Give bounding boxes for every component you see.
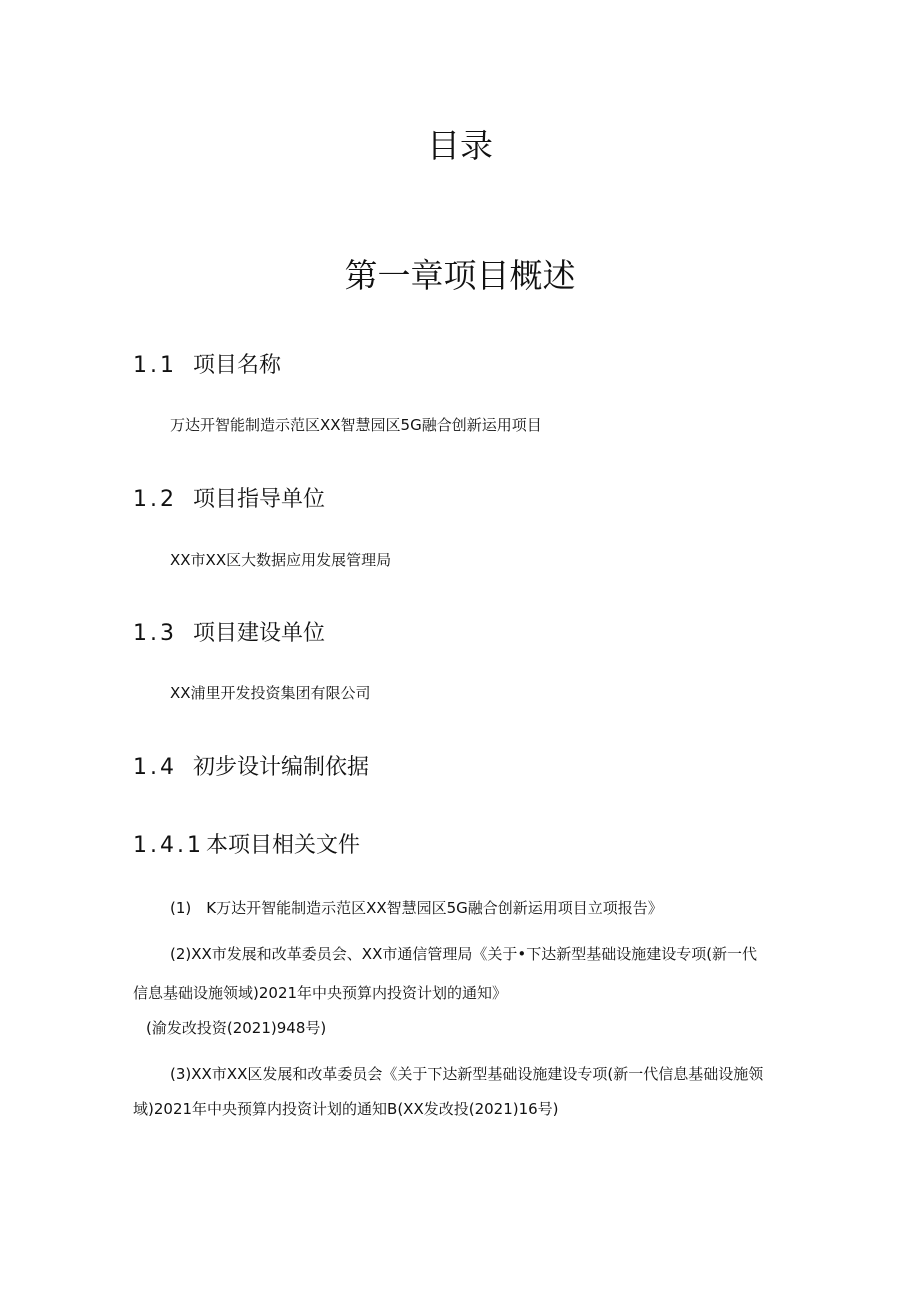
section-number: 1.1 — [133, 353, 177, 378]
reference-item-3-line-2: 域)2021年中央预算内投资计划的通知B(XX发改投(2021)16号) — [133, 1100, 559, 1118]
section-body-1-1: 万达开智能制造示范区XX智慧园区5G融合创新运用项目 — [170, 416, 542, 434]
section-heading-1-4 — [133, 753, 369, 783]
section-number: 1.4 — [133, 755, 177, 780]
section-body-1-3: XX浦里开发投资集团有限公司 — [170, 684, 371, 702]
reference-item-3-line-1: (3)XX市XX区发展和改革委员会《关于下达新型基础设施建设专项(新一代信息基础设施领 — [170, 1065, 764, 1083]
reference-item-2-line-1: (2)XX市发展和改革委员会、XX市通信管理局《关于•下达新型基础设施建设专项(新一代 — [170, 945, 758, 963]
subsection-number: 1.4.1 — [133, 833, 204, 858]
chapter-title: 第一章项目概述 — [344, 256, 576, 295]
subsection-title: 本项目相关文件 — [206, 833, 361, 858]
toc-title: 目录 — [427, 126, 493, 165]
section-title: 项目建设单位 — [193, 621, 326, 646]
subsection-heading-1-4-1 — [133, 831, 360, 861]
section-number: 1.3 — [133, 621, 177, 646]
section-title: 项目名称 — [193, 353, 282, 378]
reference-item-2-line-2: 信息基础设施领域)2021年中央预算内投资计划的通知》 — [133, 984, 508, 1002]
section-heading-1-2 — [133, 485, 325, 515]
section-title: 项目指导单位 — [193, 487, 326, 512]
section-title: 初步设计编制依据 — [193, 755, 370, 780]
section-heading-1-3 — [133, 619, 325, 649]
section-number: 1.2 — [133, 487, 177, 512]
reference-item-2-line-3: (渝发改投资(2021)948号) — [146, 1019, 327, 1037]
reference-item-1: (1) K万达开智能制造示范区XX智慧园区5G融合创新运用项目立项报告》 — [170, 899, 663, 917]
section-body-1-2: XX市XX区大数据应用发展管理局 — [170, 551, 392, 569]
section-heading-1-1 — [133, 351, 281, 381]
